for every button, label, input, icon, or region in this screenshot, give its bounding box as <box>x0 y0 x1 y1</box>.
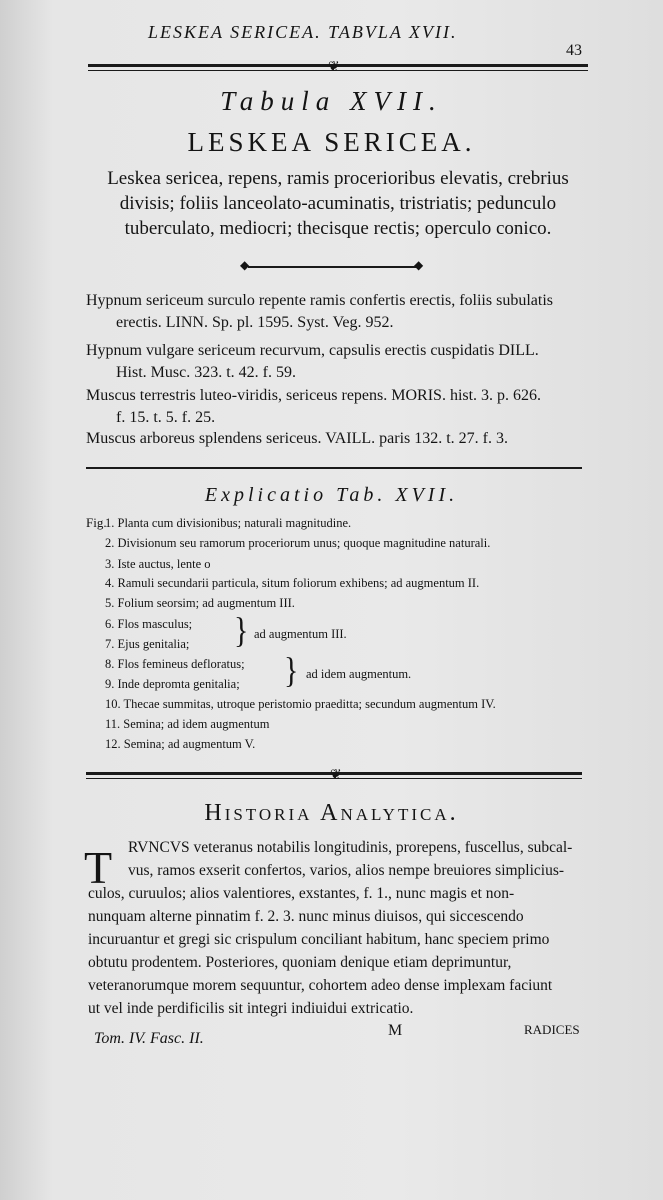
historia-title: Historia Analytica. <box>204 800 459 826</box>
figure-caption: 8. Flos femineus defloratus; <box>105 657 245 671</box>
species-diagnosis <box>88 166 588 241</box>
figure-caption: 5. Folium seorsim; ad augmentum III. <box>105 596 295 610</box>
historia-line: vus, ramos exserit confertos, varios, alios nempe breuiores simplicius- <box>128 862 565 879</box>
figure-caption: 3. Iste auctus, lente o <box>105 557 211 571</box>
historia-line: incuruantur et gregi sic crispulum conciliant habitum, hanc speciem primo <box>88 931 550 948</box>
synonym-line: f. 15. t. 5. f. 25. <box>116 409 216 426</box>
historia-line: nunquam alterne pinnatim f. 2. 3. nunc minus diuisos, qui siccescendo <box>88 908 524 925</box>
diagnosis-divider <box>248 266 418 268</box>
figure-caption: 6. Flos masculus; <box>105 617 193 631</box>
brace-icon: } <box>284 650 299 691</box>
historia-line: obtutu prodentem. Posteriores, quoniam denique etiam deprimuntur, <box>88 954 512 971</box>
brace-caption: ad idem augmentum. <box>306 667 412 681</box>
synonyms-rule <box>86 467 582 469</box>
divider-ornament-right: ◆ <box>414 258 424 272</box>
synonym-line: erectis. LINN. Sp. pl. 1595. Syst. Veg. 952. <box>116 314 394 331</box>
brace-caption: ad augmentum III. <box>254 627 347 641</box>
figure-caption: 12. Semina; ad augmentum V. <box>105 737 256 751</box>
diagnosis-line: tuberculato, mediocri; thecisque rectis; operculo conico. <box>124 218 552 239</box>
figure-caption: 1. Planta cum divisionibus; naturali magnitudine. <box>105 516 352 530</box>
brace-icon: } <box>234 610 249 651</box>
synonym-line: Hist. Musc. 323. t. 42. f. 59. <box>116 364 296 381</box>
figure-caption: 7. Ejus genitalia; <box>105 637 190 651</box>
fig-label: Fig. <box>86 515 107 530</box>
synonym-line: Muscus terrestris luteo-viridis, sericeus repens. MORIS. hist. 3. p. 626. <box>86 387 542 404</box>
divider-ornament-left: ◆ <box>240 258 250 272</box>
historia-line: veteranorumque morem sequuntur, cohortem adeo dense implexam faciunt <box>88 977 553 994</box>
explicatio-title: Explicatio Tab. XVII. <box>204 484 459 506</box>
header-ornament: ❦ <box>328 60 340 75</box>
synonym-dillenius <box>86 340 596 384</box>
synonym-vaillant <box>86 428 596 450</box>
page-number: 43 <box>566 42 582 59</box>
historia-line: culos, curuulos; alios valentiores, exstantes, f. 1., nunc magis et non- <box>88 885 515 902</box>
figure-caption: 9. Inde depromta genitalia; <box>105 677 240 691</box>
synonym-morison <box>86 385 596 429</box>
diagnosis-line: divisis; foliis lanceolato-acuminatis, tristriatis; pedunculo <box>119 193 557 214</box>
synonym-line: Muscus arboreus splendens sericeus. VAILL. paris 132. t. 27. f. 3. <box>86 430 509 447</box>
explicatio-ornament: ❦ <box>330 768 342 783</box>
figure-caption: 2. Divisionum seu ramorum proceriorum unus; quoque magnitudine naturali. <box>105 536 491 550</box>
diagnosis-line: Leskea sericea, repens, ramis procerioribus elevatis, crebrius <box>107 168 569 189</box>
figure-caption: 4. Ramuli secundarii particula, situm foliorum exhibens; ad augmentum II. <box>105 576 480 590</box>
synonym-linnaeus <box>86 290 596 334</box>
species-heading: LESKEA SERICEA. <box>187 127 476 157</box>
drop-cap: T <box>84 842 113 893</box>
historia-line: ut vel inde perdificilis sit integri indiuidui extricatio. <box>88 1000 414 1017</box>
catchword: RADICES <box>524 1022 580 1037</box>
synonym-line: Hypnum sericeum surculo repente ramis confertis erectis, foliis subulatis <box>86 292 553 309</box>
footer-tome: Tom. IV. Fasc. II. <box>94 1030 204 1047</box>
historia-line: RVNCVS veteranus notabilis longitudinis, prorepens, fuscellus, subcal- <box>128 839 573 856</box>
running-head: LESKEA SERICEA. TABVLA XVII. <box>148 22 458 42</box>
figure-caption: 10. Thecae summitas, utroque peristomio praeditta; secundum augmentum IV. <box>105 697 496 711</box>
tabula-title: Tabula XVII. <box>220 86 443 116</box>
figure-caption: 11. Semina; ad idem augmentum <box>105 717 270 731</box>
signature-mark: M <box>388 1022 403 1039</box>
synonym-line: Hypnum vulgare sericeum recurvum, capsulis erectis cuspidatis DILL. <box>86 342 539 359</box>
